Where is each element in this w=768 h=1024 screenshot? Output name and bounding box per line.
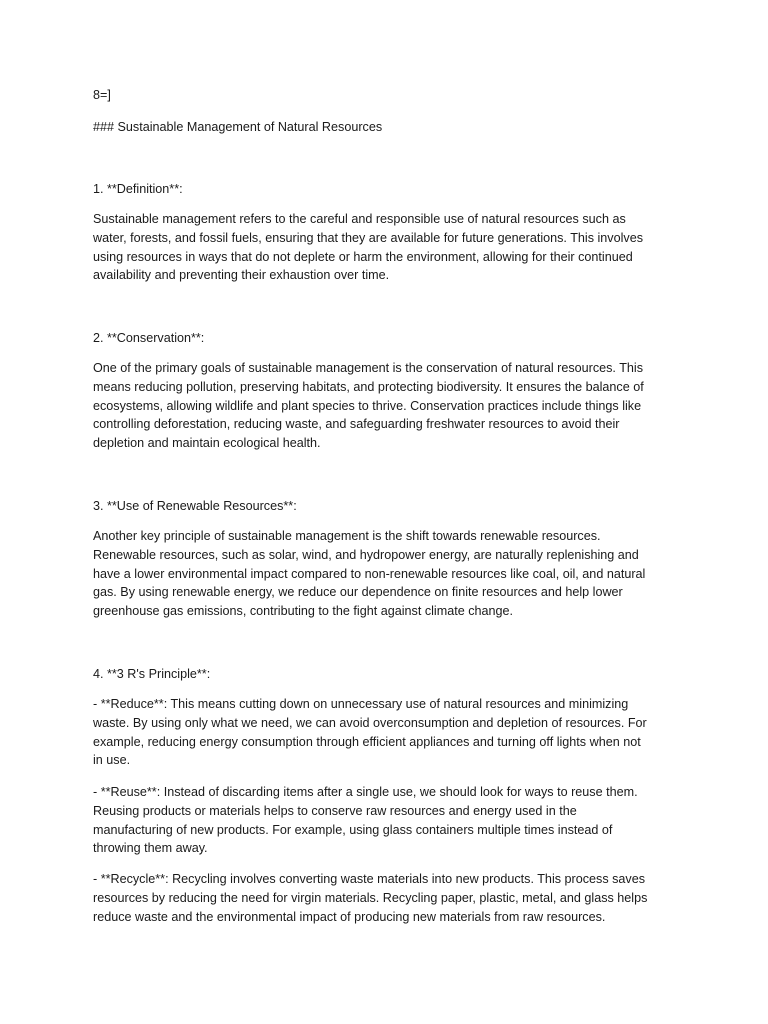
list-item-recycle <box>93 870 683 926</box>
text-line: Renewable resources, such as solar, wind, and hydropower energy, are naturally replenishing and <box>93 547 639 562</box>
text-line: manufacturing of new products. For example, using glass containers multiple times instead of <box>93 822 613 837</box>
section-title-definition: 1. **Definition**: <box>93 182 183 196</box>
text-line: - **Reduce**: This means cutting down on unnecessary use of natural resources and minimizing <box>93 697 629 711</box>
text-line: means reducing pollution, preserving habitats, and protecting biodiversity. It ensures the balance of <box>93 379 644 394</box>
text-line: using resources in ways that do not deplete or harm the environment, allowing for their continued <box>93 249 633 264</box>
document-heading: ### Sustainable Management of Natural Resources <box>93 120 383 134</box>
section-title-renewable: 3. **Use of Renewable Resources**: <box>93 499 297 513</box>
text-line: controlling deforestation, reducing waste, and safeguarding freshwater resources to avoid their <box>93 417 620 432</box>
section-title-conservation: 2. **Conservation**: <box>93 331 205 345</box>
text-line: Sustainable management refers to the careful and responsible use of natural resources such as <box>93 212 626 226</box>
text-line: reduce waste and the environmental impact of producing new materials from raw resources. <box>93 909 606 924</box>
text-line: Reusing products or materials helps to conserve raw resources and energy used in the <box>93 803 577 818</box>
text-line: - **Recycle**: Recycling involves converting waste materials into new products. This process saves <box>93 872 646 886</box>
text-line: example, reducing energy consumption through efficient appliances and turning off lights when not <box>93 734 641 749</box>
section-title-3rs: 4. **3 R's Principle**: <box>93 667 211 681</box>
text-line: have a lower environmental impact compared to non-renewable resources like coal, oil, and natural <box>93 566 646 581</box>
text-line: - **Reuse**: Instead of discarding items after a single use, we should look for ways to reuse them. <box>93 785 638 799</box>
list-item-reduce <box>93 695 683 770</box>
text-line: greenhouse gas emissions, contributing to the fight against climate change. <box>93 604 514 619</box>
text-line: ecosystems, allowing wildlife and plant species to thrive. Conservation practices include things like <box>93 398 642 413</box>
section-body-renewable <box>93 527 683 621</box>
text-line: throwing them away. <box>93 841 208 856</box>
text-line: water, forests, and fossil fuels, ensuring that they are available for future generations. This involves <box>93 230 643 245</box>
text-line: availability and preventing their exhaustion over time. <box>93 268 390 283</box>
text-line: gas. By using renewable energy, we reduce our dependence on finite resources and help lower <box>93 585 623 600</box>
text-line: Another key principle of sustainable management is the shift towards renewable resources. <box>93 529 601 543</box>
header-mark: 8=] <box>93 88 111 102</box>
text-line: waste. By using only what we need, we can avoid overconsumption and depletion of resources. For <box>93 715 647 730</box>
text-line: resources by reducing the need for virgin materials. Recycling paper, plastic, metal, and glass helps <box>93 890 648 905</box>
section-body-conservation <box>93 359 683 453</box>
text-line: in use. <box>93 753 131 768</box>
list-item-reuse <box>93 783 683 858</box>
text-line: One of the primary goals of sustainable management is the conservation of natural resources. This <box>93 361 643 375</box>
section-body-definition <box>93 210 683 285</box>
text-line: depletion and maintain ecological health. <box>93 436 321 451</box>
